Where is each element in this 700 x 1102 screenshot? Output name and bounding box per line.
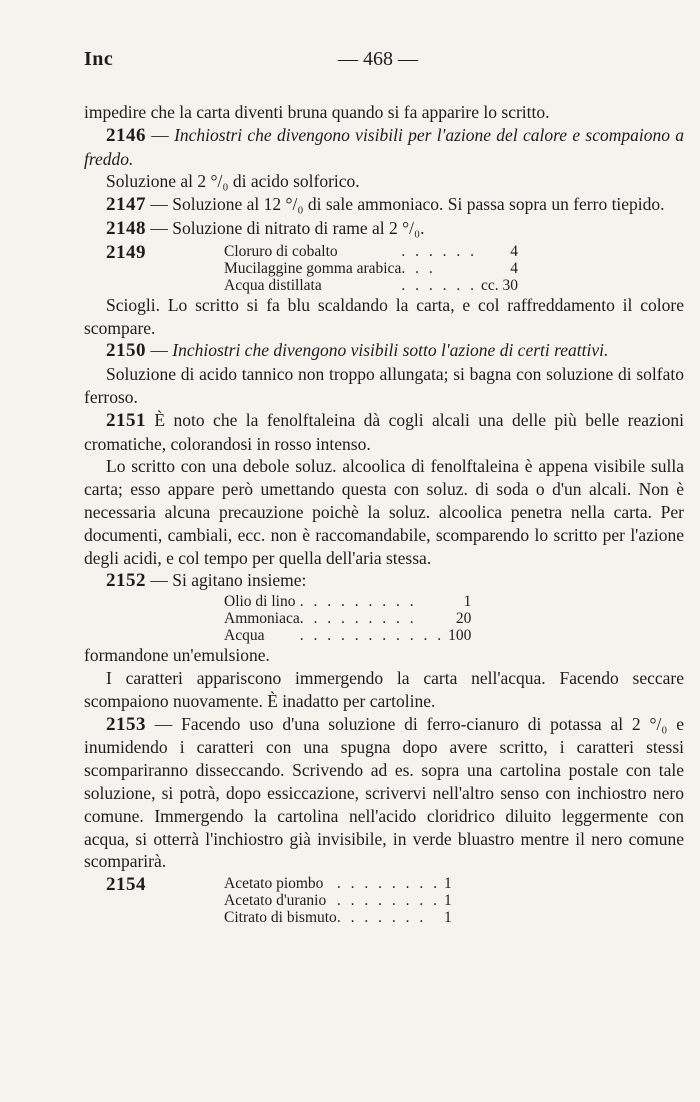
- leader-dots: . . . . . . . . .: [299, 593, 417, 611]
- page-header: [84, 48, 684, 74]
- entry-number: 2147: [106, 194, 146, 216]
- ingredient-name: Ammoniaca: [224, 610, 300, 628]
- ingredient-quantity: cc. 30: [480, 276, 518, 294]
- ingredient-quantity: 1: [443, 909, 452, 927]
- ingredient-quantity: 1: [443, 892, 452, 910]
- recipe-row: [224, 277, 518, 294]
- page-number: — 468 —: [338, 48, 418, 70]
- ingredient-quantity: 20: [455, 610, 472, 628]
- entry-number: 2153: [106, 713, 146, 735]
- paragraph: Lo scritto con una debole soluz. alcoolica di fenolftaleina è appena visibile sulla carta; esso appare però umettando questa con soluz. di soda o d'un alcali. Non è necessaria alcuna precauzione poichè la soluz. alcoolica penetra nella carta. Per documenti, cambiali, ecc. non è raccomandabile, scomparendo lo scritto per l'azione degli acidi, e col tempo per quella dell'aria stessa.: [84, 456, 684, 568]
- recipe-row: [224, 627, 471, 644]
- entry-text: — Si agitano insieme:: [146, 570, 307, 591]
- entry-2150: [84, 339, 684, 363]
- ingredient-quantity: 1: [443, 875, 452, 893]
- recipe-table: [224, 875, 452, 926]
- leader-dots: . . . . . . .: [336, 909, 427, 927]
- recipe-2152: [224, 593, 684, 644]
- ingredient-name: Citrato di bismuto: [224, 909, 337, 927]
- paragraph: formandone un'emulsione.: [84, 645, 270, 666]
- entry-number: 2149: [106, 241, 146, 263]
- leader-dots: . . . . . . . . . . .: [299, 627, 445, 645]
- leader-dots: . . . . . . . .: [336, 875, 440, 893]
- ingredient-name: Mucilaggine gomma arabica: [224, 259, 402, 277]
- paragraph: Soluzione al 2 °/₀ di acido solforico.: [106, 171, 360, 192]
- leader-dots: . . . . . . . .: [336, 892, 440, 910]
- entry-2154: [84, 873, 684, 926]
- leader-dots: . . .: [401, 259, 436, 277]
- entry-2153: [84, 713, 684, 874]
- entry-dash: —: [146, 124, 175, 145]
- leader-dots: . . . . . . . . .: [299, 610, 417, 628]
- entry-number: 2146: [106, 124, 146, 146]
- entry-text: — Soluzione di nitrato di rame al 2 °/₀.: [146, 217, 425, 238]
- entry-2152: [84, 569, 684, 593]
- entry-2151: [84, 409, 684, 456]
- entry-number: 2151: [106, 409, 146, 431]
- entry-2149: [84, 241, 684, 294]
- recipe-row: [224, 892, 452, 909]
- ingredient-name: Cloruro di cobalto: [224, 242, 338, 260]
- recipe-row: [224, 243, 518, 260]
- recipe-row: [224, 909, 452, 926]
- entry-number: 2150: [106, 340, 146, 362]
- entry-dash: —: [146, 340, 173, 361]
- recipe-table: [224, 243, 518, 294]
- ingredient-name: Acqua: [224, 627, 265, 645]
- entry-number: 2148: [106, 217, 146, 239]
- ingredient-name: Acetato d'uranio: [224, 892, 327, 910]
- ingredient-name: Acetato piombo: [224, 875, 324, 893]
- ingredient-name: Olio di lino: [224, 593, 296, 611]
- running-head: Inc: [84, 48, 114, 70]
- entry-2146: [84, 124, 684, 171]
- entry-number: 2154: [106, 874, 146, 896]
- entry-2148: [84, 217, 684, 241]
- entry-2147: [84, 193, 684, 217]
- paragraph: impedire che la carta diventi bruna quando si fa apparire lo scritto.: [84, 102, 550, 122]
- page-body: [84, 101, 684, 926]
- entry-text: — Facendo uso d'una soluzione di ferro-cianuro di potassa al 2 °/₀ e inumidendo i caratteri con una spugna dopo avere scritto, i caratteri stessi scompariranno disseccando. Scrivendo ad es. sopra una cartolina postale con tale soluzione, si potrà, dopo essiccazione, scrivervi nell'altro senso con inchiostro nero comune. Immergendo la cartolina nell'acido cloridrico diluito leggermente con acqua, si otterrà l'inchiostro già invisibile, in verde bluastro mentre il nero comune scomparirà.: [84, 713, 684, 872]
- entry-title: Inchiostri che divengono visibili sotto l'azione di certi reattivi.: [172, 340, 609, 361]
- entry-title: Inchiostri che divengono visibili per l'azione del calore e scompaiono a freddo.: [84, 124, 684, 169]
- paragraph: Soluzione di acido tannico non troppo allungata; si bagna con soluzione di solfato ferroso.: [84, 364, 684, 407]
- ingredient-quantity: 100: [448, 627, 472, 645]
- recipe-row: [224, 593, 471, 610]
- recipe-table: [224, 593, 471, 644]
- leader-dots: . . . . . .: [401, 276, 477, 294]
- ingredient-name: Acqua distillata: [224, 276, 322, 294]
- ingredient-quantity: 1: [463, 593, 472, 611]
- recipe-row: [224, 610, 471, 627]
- recipe-row: [224, 260, 518, 277]
- entry-text: — Soluzione al 12 °/₀ di sale ammoniaco. Si passa sopra un ferro tiepido.: [146, 194, 665, 215]
- recipe-row: [224, 875, 452, 892]
- entry-number: 2152: [106, 570, 146, 592]
- ingredient-quantity: 4: [510, 242, 518, 260]
- leader-dots: . . . . . .: [401, 242, 477, 260]
- ingredient-quantity: 4: [510, 259, 518, 277]
- paragraph: Sciogli. Lo scritto si fa blu scaldando la carta, e col raffreddamento il colore scompare.: [84, 294, 684, 338]
- entry-text: È noto che la fenolftaleina dà cogli alcali una delle più belle reazioni cromatiche, colorandosi in rosso intenso.: [84, 409, 684, 454]
- paragraph: I caratteri appariscono immergendo la carta nell'acqua. Facendo seccare scompaiono nuovamente. È inadatto per cartoline.: [84, 667, 684, 711]
